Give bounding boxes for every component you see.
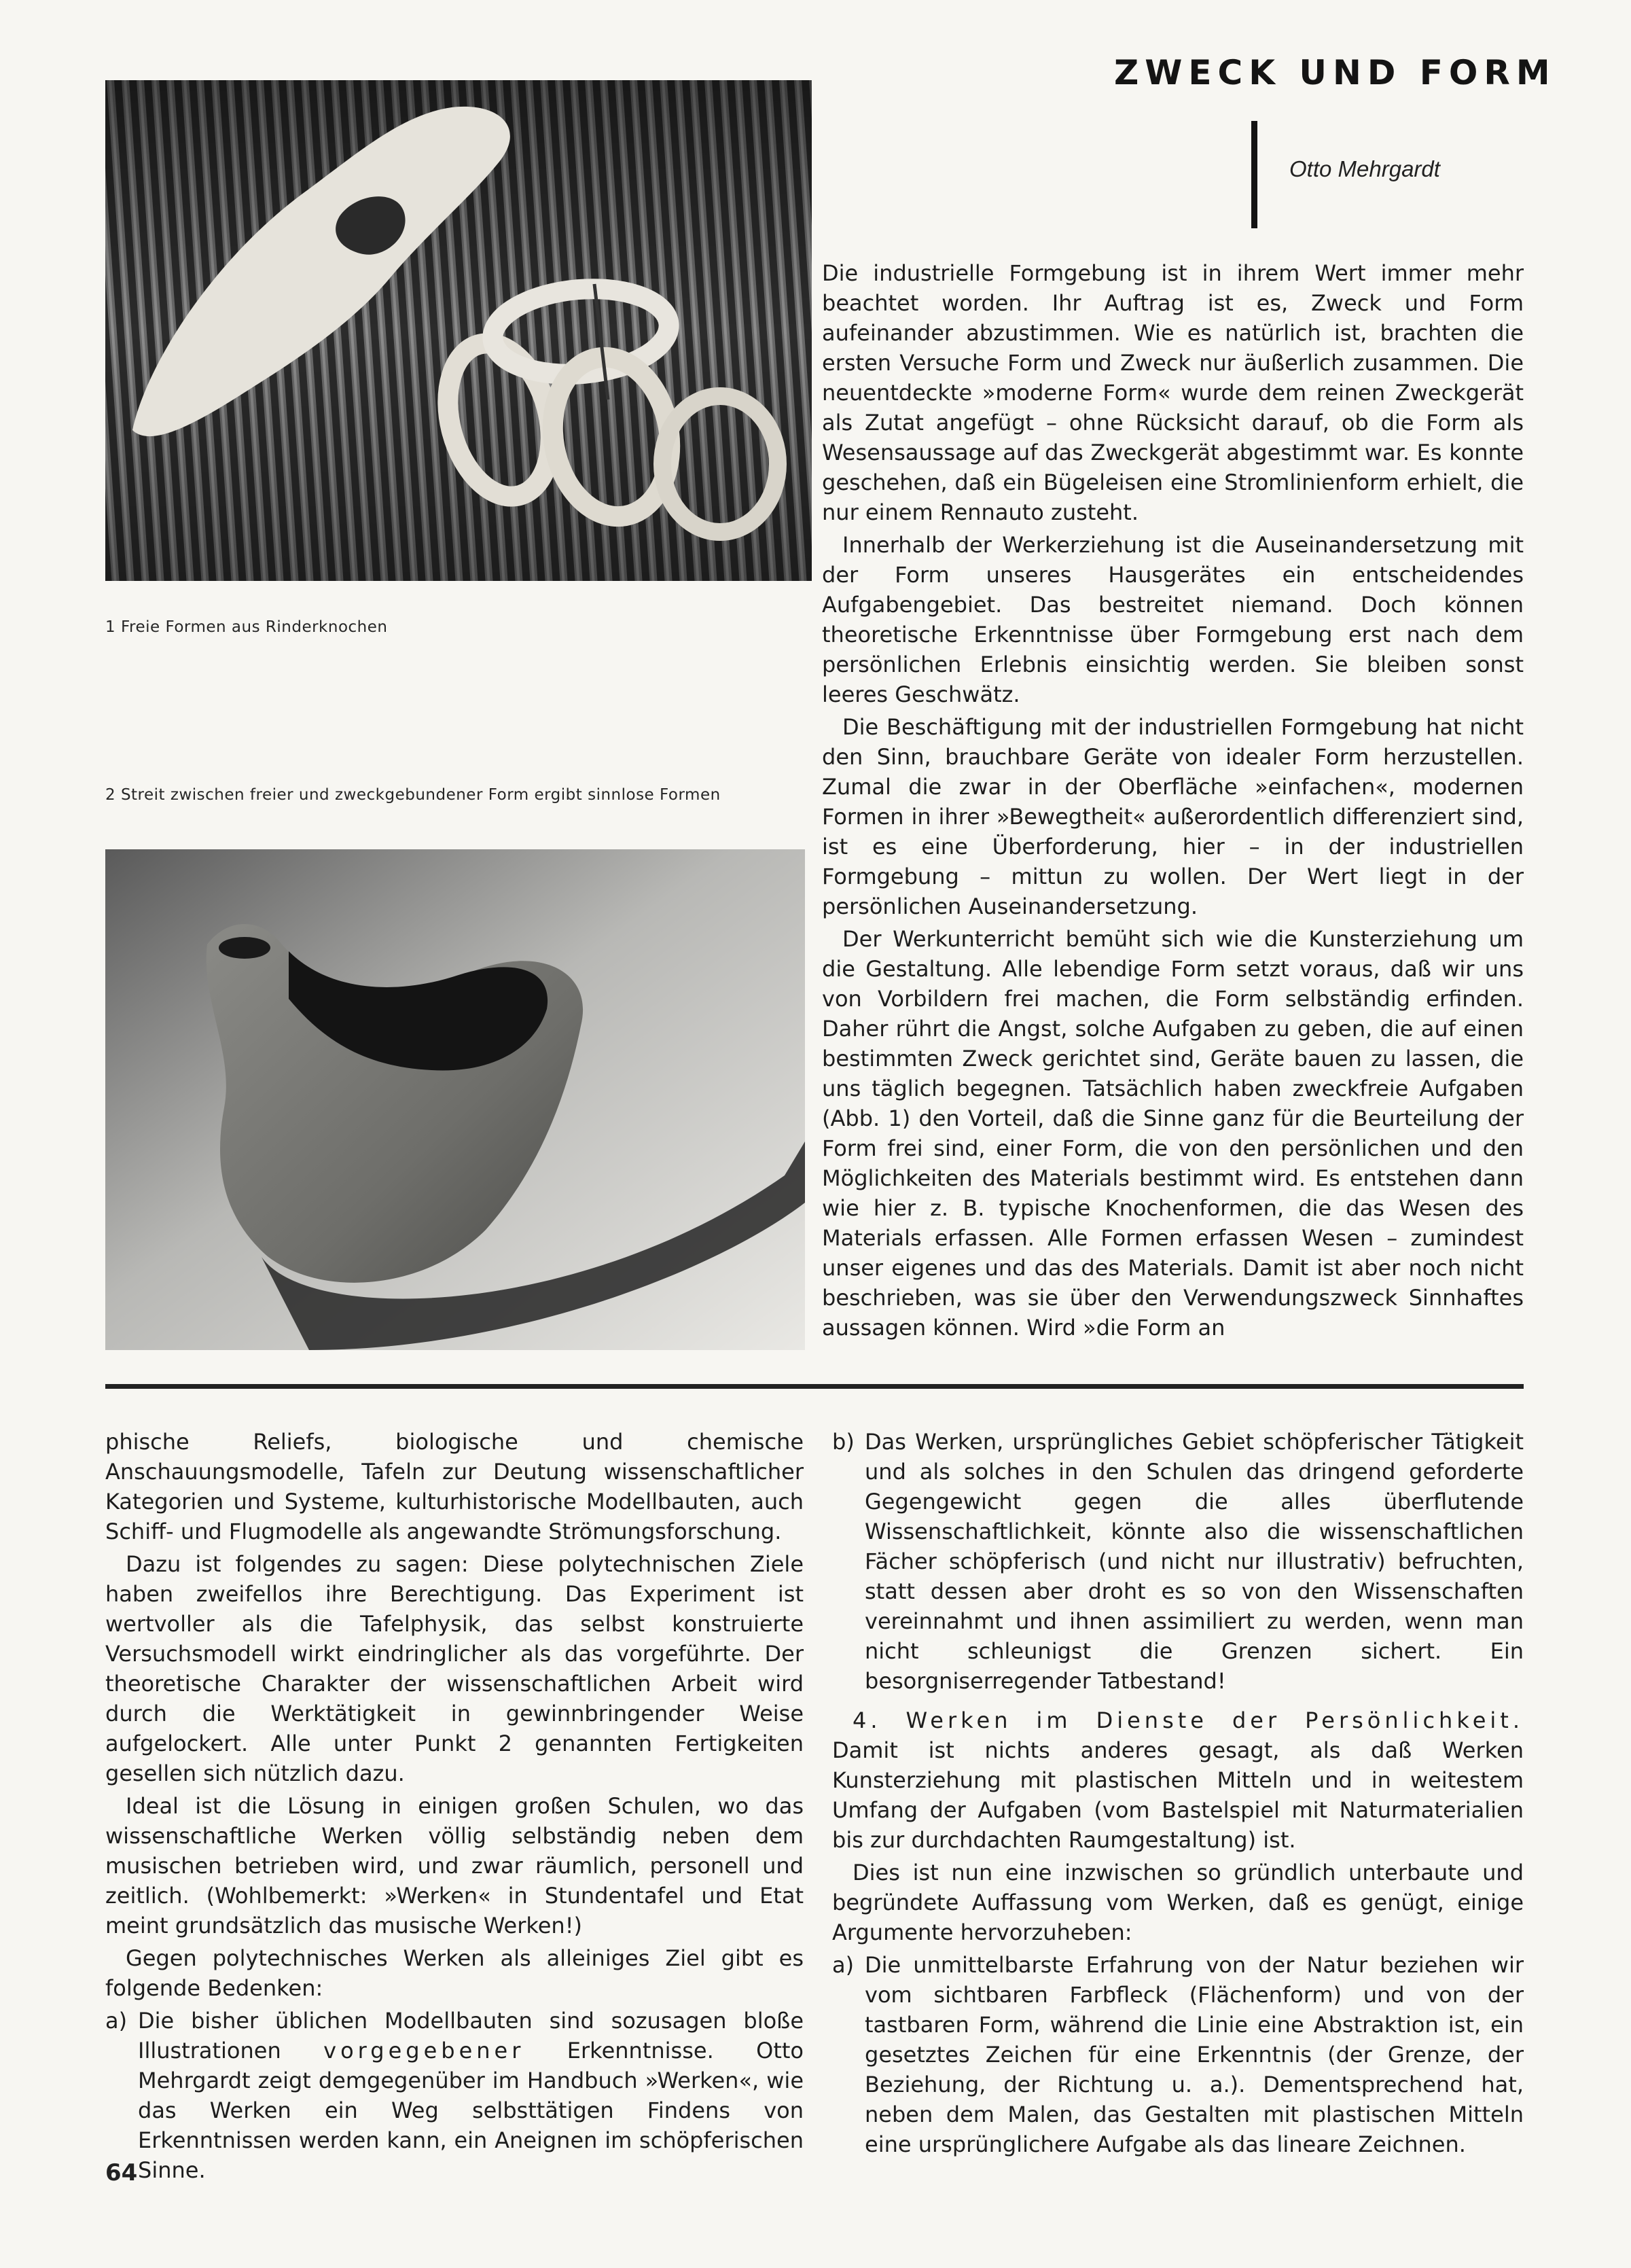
list-marker: b) xyxy=(832,1429,855,1455)
list-marker: a) xyxy=(105,2008,128,2034)
clay-vessel-image xyxy=(105,849,805,1350)
figure-1-photo xyxy=(105,80,812,581)
title-divider xyxy=(1251,121,1257,228)
lower-right-column xyxy=(832,1427,1524,2162)
paragraph xyxy=(832,1705,1524,1855)
section-divider xyxy=(105,1384,1524,1389)
list-item xyxy=(832,1427,1524,1696)
paragraph-text: Damit ist nichts anderes gesagt, als daß Werken Kunsterziehung mit plastischen Mitteln und in weitestem Umfang der Aufgaben (vom Bastelspiel mit Naturmaterialien bis zur durchdachten Raumgestaltung) ist. xyxy=(832,1737,1524,1853)
paragraph: Die industrielle Formgebung ist in ihrem Wert immer mehr beachtet worden. Ihr Auftrag ist es, Zweck und Form aufeinander abzustimmen. Wie es natürlich ist, brachten die ersten Versuche Form und Zweck nur äußerlich zusammen. Die neuentdeckte »moderne Form« wurde dem reinen Zweckgerät als Zutat angefügt – ohne Rücksicht darauf, ob die Form als Wesensaussage auf das Zweckgerät abgestimmt war. Es konnte geschehen, daß ein Bügeleisen eine Stromlinienform erhielt, die nur einem Rennauto zusteht. xyxy=(822,260,1524,525)
figure-2-caption: 2 Streit zwischen freier und zweckgebundener Form ergibt sinnlose Formen xyxy=(105,786,721,804)
list-text: Das Werken, ursprüngliches Gebiet schöpferischer Tätigkeit und als solches in den Schulen das dringend geforderte Gegengewicht gegen die alles überflutende Wissenschaftlichkeit, könnte also die wissenschaftlichen Fächer schöpferisch (und nicht nur illustrativ) befruchten, statt dessen aber droht es so von den Wissenschaften vereinnahmt und ihnen assimiliert zu werden, wenn man nicht schleunigst die Grenzen sichert. Ein besorgniserregender Tatbestand! xyxy=(865,1429,1524,1694)
list-item xyxy=(832,1950,1524,2159)
page-number: 64 xyxy=(105,2159,138,2186)
figure-2-photo xyxy=(105,849,805,1350)
author-name: Otto Mehrgardt xyxy=(1289,156,1440,181)
paragraph: Innerhalb der Werkerziehung ist die Auseinandersetzung mit der Form unseres Hausgerätes ein entscheidendes Aufgabengebiet. Das bestreitet niemand. Doch können theoretische Erkenntnisse über Formgebung erst nach dem persönlichen Erlebnis einsichtig werden. Sie bleiben sonst leeres Geschwätz. xyxy=(822,532,1524,707)
figure-1-caption: 1 Freie Formen aus Rinderknochen xyxy=(105,618,388,636)
upper-text-column xyxy=(822,258,1524,1345)
section-heading: 4. Werken im Dienste der Persönlichkeit. xyxy=(853,1707,1524,1733)
list-text: Erkenntnisse. Otto Mehrgardt zeigt demgegenüber im Handbuch »Werken«, wie das Werken ein Weg selbsttätigen Findens von Erkenntnissen werden kann, ein Aneignen im schöpferischen Sinne. xyxy=(138,2038,804,2183)
list-item xyxy=(105,2006,804,2185)
bone-shapes-image xyxy=(105,80,812,581)
list-marker: a) xyxy=(832,1952,855,1978)
paragraph: Der Werkunterricht bemüht sich wie die Kunsterziehung um die Gestaltung. Alle lebendige Form setzt voraus, daß wir uns von Vorbildern frei machen, die Form selbständig erfinden. Daher rührt die Angst, solche Aufgaben zu geben, die auf einen bestimmten Zweck gerichtet sind, Geräte bauen zu lassen, die uns täglich begegnen. Tatsächlich haben zweckfreie Aufgaben (Abb. 1) den Vorteil, daß die Sinne ganz für die Beurteilung der Form frei sind, einer Form, die von den persönlichen und den Möglichkeiten des Materials bestimmt wird. Es entstehen dann wie hier z. B. typische Knochenformen, die das Wesen des Materials erfassen. Alle Formen erfassen Wesen – zumindest unser eigenes und das des Materials. Damit ist aber noch nicht beschrieben, was sie über den Verwendungszweck Sinnhaftes aussagen können. Wird »die Form an xyxy=(822,926,1524,1341)
paragraph: phische Reliefs, biologische und chemische Anschauungsmodelle, Tafeln zur Deutung wissenschaftlicher Kategorien und Systeme, kulturhistorische Modellbauten, auch Schiff- und Flugmodelle als angewandte Strömungsforschung. xyxy=(105,1429,804,1544)
lower-left-column xyxy=(105,1427,804,2188)
paragraph: Gegen polytechnisches Werken als alleiniges Ziel gibt es folgende Bedenken: xyxy=(105,1945,804,2001)
paragraph: Ideal ist die Lösung in einigen großen Schulen, wo das wissenschaftliche Werken völlig selbständig neben dem musischen betrieben wird, und zwar räumlich, personell und zeitlich. (Wohlbemerkt: »Werken« in Stundentafel und Etat meint grundsätzlich das musische Werken!) xyxy=(105,1793,804,1938)
list-text: Die unmittelbarste Erfahrung von der Natur beziehen wir vom sichtbaren Farbfleck (Flächenform) und von der tastbaren Form, während die Linie eine Abstraktion ist, ein gesetztes Zeichen für eine Erkenntnis (der Grenze, der Beziehung, der Richtung u. a.). Dementsprechend hat, neben dem Malen, das Gestalten mit plastischen Mitteln eine ursprünglichere Aufgabe als das lineare Zeichnen. xyxy=(865,1952,1524,2157)
paragraph: Die Beschäftigung mit der industriellen Formgebung hat nicht den Sinn, brauchbare Geräte von idealer Form herzustellen. Zumal die zwar in der Oberfläche »einfachen«, modernen Formen in ihrer »Bewegtheit« außerordentlich differenziert sind, ist es eine Überforderung, hier – in der industriellen Formgebung – mittun zu wollen. Der Wert liegt in der persönlichen Auseinandersetzung. xyxy=(822,714,1524,919)
list-text: Die bisher üblichen Modellbauten sind sozusagen bloße Illustrationen xyxy=(138,2008,804,2063)
page-title: ZWECK UND FORM xyxy=(1114,53,1556,92)
paragraph: Dies ist nun eine inzwischen so gründlich unterbaute und begründete Auffassung vom Werken, daß es genügt, einige Argumente hervorzuheben: xyxy=(832,1860,1524,1945)
spaced-word: vorgegebener xyxy=(323,2038,525,2063)
paragraph: Dazu ist folgendes zu sagen: Diese polytechnischen Ziele haben zweifellos ihre Berechtigung. Das Experiment ist wertvoller als die Tafelphysik, das selbst konstruierte Versuchsmodell wirkt eindringlicher als das vorgeführte. Der theoretische Charakter der wissenschaftlichen Arbeit wird durch die Werktätigkeit in gewinnbringender Weise aufgelockert. Alle unter Punkt 2 genannten Fertigkeiten gesellen sich nützlich dazu. xyxy=(105,1551,804,1786)
